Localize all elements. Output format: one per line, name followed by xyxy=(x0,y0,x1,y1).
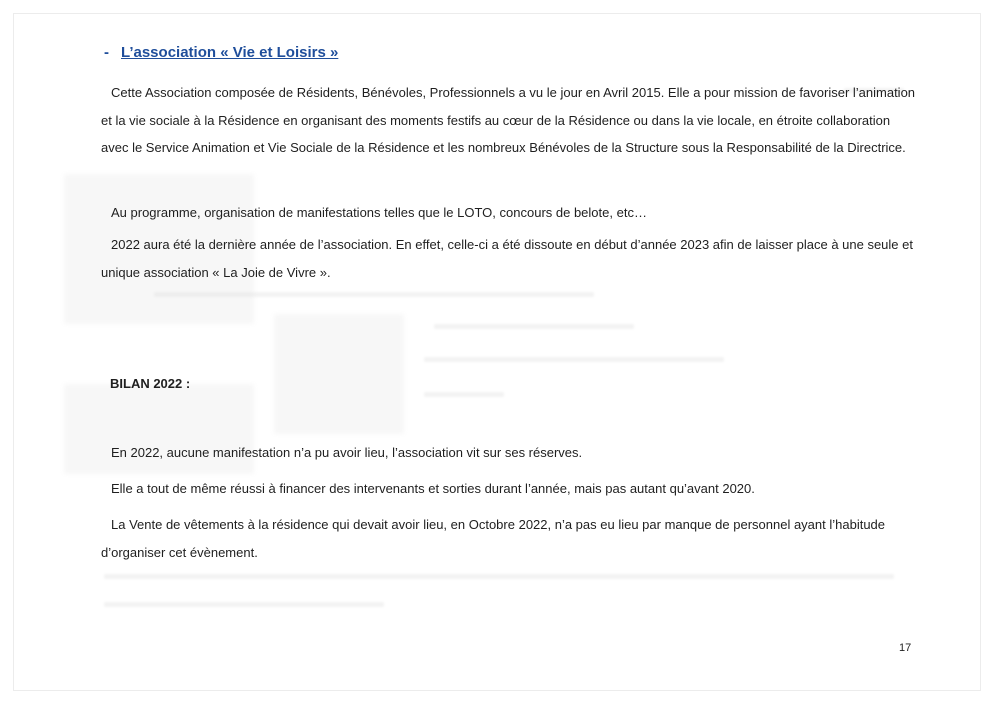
title-text: L’association « Vie et Loisirs » xyxy=(121,44,339,61)
show-through-line xyxy=(104,574,894,579)
show-through-line xyxy=(424,357,724,362)
section-title xyxy=(104,44,338,61)
dissolution-paragraph xyxy=(101,231,921,286)
bilan-paragraph-2 xyxy=(101,475,921,503)
show-through-line xyxy=(104,602,384,607)
bilan-paragraph-3 xyxy=(101,511,921,566)
intro-paragraph xyxy=(101,79,921,162)
document-page xyxy=(13,13,981,691)
show-through-line xyxy=(424,392,504,397)
bilan-heading: BILAN 2022 : xyxy=(110,376,191,391)
programme-paragraph xyxy=(101,199,921,227)
programme-text: Au programme, organisation de manifestations telles que le LOTO, concours de belote, etc… xyxy=(111,205,647,220)
bilan-text-1: En 2022, aucune manifestation n’a pu avoir lieu, l’association vit sur ses réserves. xyxy=(111,445,583,460)
intro-text: Cette Association composée de Résidents, Bénévoles, Professionnels a vu le jour en Avril 2015. Elle a pour mission de favoriser l’animation et la vie sociale à la Résidence en organisant des moments festifs au cœur de la Résidence ou dans la vie locale, en étroite collaboration avec le Service Animation et Vie Sociale de la Résidence et les nombreux Bénévoles de la Structure sous la Responsabilité de la Directrice. xyxy=(101,85,916,155)
page-number: 17 xyxy=(899,642,912,654)
bilan-text-3: La Vente de vêtements à la résidence qui devait avoir lieu, en Octobre 2022, n’a pas eu lieu par manque de personnel ayant l’habitude d’organiser cet évènement. xyxy=(101,517,886,560)
show-through-line xyxy=(154,292,594,297)
show-through-line xyxy=(434,324,634,329)
title-dash: - xyxy=(104,44,109,61)
bilan-paragraph-1 xyxy=(101,439,921,467)
bilan-text-2: Elle a tout de même réussi à financer des intervenants et sorties durant l’année, mais pas autant qu’avant 2020. xyxy=(111,481,755,496)
dissolution-text: 2022 aura été la dernière année de l’association. En effet, celle-ci a été dissoute en début d’année 2023 afin de laisser place à une seule et unique association « La Joie de Vivre ». xyxy=(101,237,913,280)
show-through-block xyxy=(274,314,404,434)
